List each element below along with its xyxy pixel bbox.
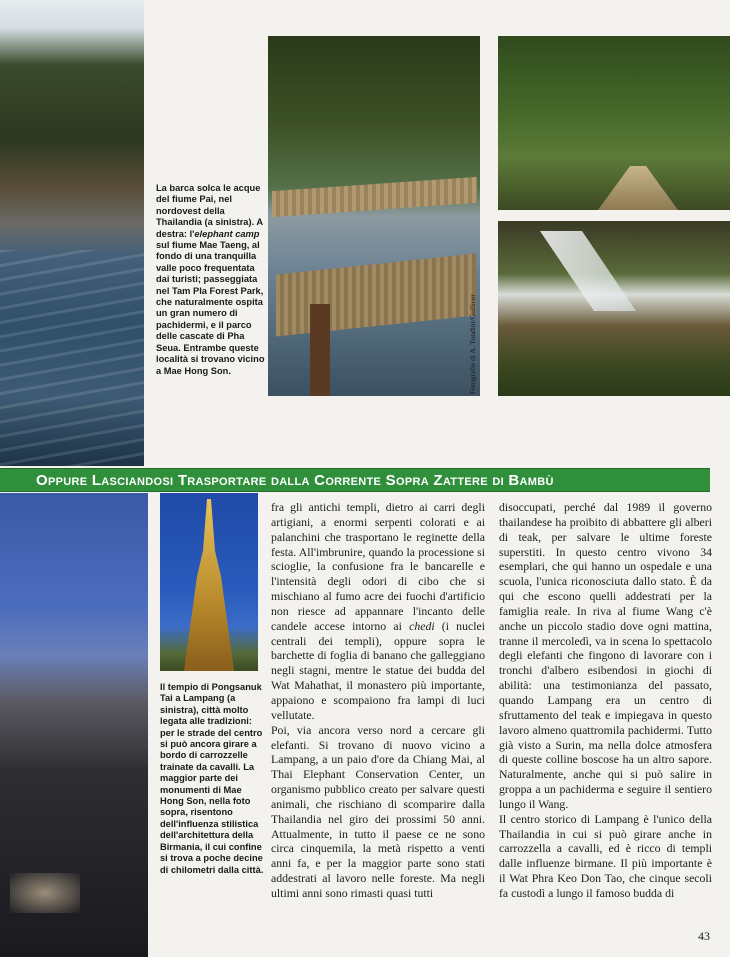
col1-p1-b: (i nuclei centrali dei templi), oppure sopra le barchette di foglia di banano che galleggiano negli stagni, mentre le statue dei budda del Wat Mahathat, il monastero più importante, appaiono e scompaiono fra lampi di luci vellutate. [271, 618, 485, 722]
col1-p1-a: fra gli antichi templi, dietro ai carri degli artigiani, a enormi serpenti colorati e ai palanchini che trasportano le reginette della festa. All'imbrunire, quando la processione si scioglie, la confusione fra le bancarelle e l'intensità degli odori di cibo che si mischiano al fumo acre dei fuochi d'artificio non riesce ad appannare l'incanto delle candele accese intorno ai [271, 500, 485, 633]
banner-title: Oppure Lasciandosi Trasportare dalla Corrente Sopra Zattere di Bambù [36, 472, 554, 489]
bridge-deck [598, 166, 678, 210]
caption-top-part1: La barca solca le acque del fiume Pai, nel nordovest della Thailandia (a sinistra). A destra: l' [156, 183, 263, 239]
river-photo [0, 0, 144, 466]
photo-credit: Fotografie di A. Tondini/Gulliver [468, 294, 477, 394]
caption-top-italic: elephant camp [194, 228, 260, 239]
col2-paragraph-1: disoccupati, perché dal 1989 il governo thailandese ha proibito di abbattere gli alberi di teak, per salvare le ultime foreste superstiti. In questo centro vivono 34 esemplari, che qui hanno un ospedale e una scuola, l'unica riconosciuta dallo stato. È da qui che escono quelli addestrati per la famiglia reale. In riva al fiume Wang c'è anche un piccolo stadio dove ogni mattina, tranne il mercoledì, va in scena lo spettacolo degli elefanti che fingono di lavorare con i tronchi d'albero esibendosi in giochi di abilità: una testimonianza del passato, quando Lampang era un centro di sfruttamento del teak e impiegava in questo lavoro almeno quattromila pachidermi. Tutto già visto a Surin, ma nella dolce atmosfera di queste colline boscose ha un altro sapore. Naturalmente, anche qui si può salire in groppa a un pachiderma e seguire il sentiero lungo il Wang. [499, 500, 712, 811]
col1-p1-italic: chedi [409, 618, 435, 633]
raft-far [272, 177, 477, 217]
rooftop-photo [0, 493, 148, 957]
pagoda-spire [184, 499, 234, 671]
col1-paragraph-1 [271, 500, 485, 723]
caption-top-part2: sul fiume Mae Taeng, al fondo di una tranquilla valle poco frequentata dai turisti; passeggiata nel Tam Pla Forest Park, che naturalmente ospita un gran numero di pachidermi, e il parco delle cascate di Pha Seua. Entrambe queste località si trovano vicino a Mae Hong Son. [156, 240, 265, 376]
raft-near [276, 253, 476, 336]
caption-top [156, 183, 266, 377]
waterfall-photo [498, 221, 730, 396]
caption-bottom: Il tempio di Pongsanuk Tai a Lampang (a sinistra), città molto legata alle tradizioni: per le strade del centro si può ancora girare a bordo di carrozzelle trainate da cavalli. La maggior parte dei monumenti di Mae Hong Son, nella foto sopra, risentono dell'influenza stilistica dell'architettura della Birmania, il cui confine si trova a poche decine di chilometri dalla città. [160, 682, 264, 875]
wooden-pole [310, 304, 330, 396]
article-column-2 [499, 500, 712, 901]
bridge-photo [498, 36, 730, 210]
section-banner [0, 468, 710, 492]
waterfall-stream [528, 231, 648, 311]
raft-photo [268, 36, 480, 396]
page-number: 43 [698, 929, 710, 943]
article-column-1 [271, 500, 485, 901]
col1-paragraph-2: Poi, via ancora verso nord a cercare gli elefanti. Si trovano di nuovo vicino a Lampang, a un paio d'ore da Chiang Mai, al Thai Elephant Conservation Center, un organismo pubblico creato per salvare questi animali, che rischiano di scomparire dalla Thailandia nel giro dei prossimi 50 anni. Attualmente, in tutto il paese ce ne sono circa cinquemila, la metà rispetto a venti anni fa, e per la maggior parte sono stati addestrati al lavoro nelle foreste. Ma negli ultimi anni sono rimasti quasi tutti [271, 722, 485, 900]
pagoda-photo [160, 493, 258, 671]
col2-paragraph-2: Il centro storico di Lampang è l'unico della Thailandia in cui si può girare anche in carrozzella a cavalli, ed è ricco di templi dalle influenze birmane. Il più importante è il Wat Phra Keo Don Tao, che cinque secoli fa custodì a lungo il famoso budda di [499, 811, 712, 900]
light-glow [10, 873, 80, 913]
water-texture [0, 250, 144, 466]
